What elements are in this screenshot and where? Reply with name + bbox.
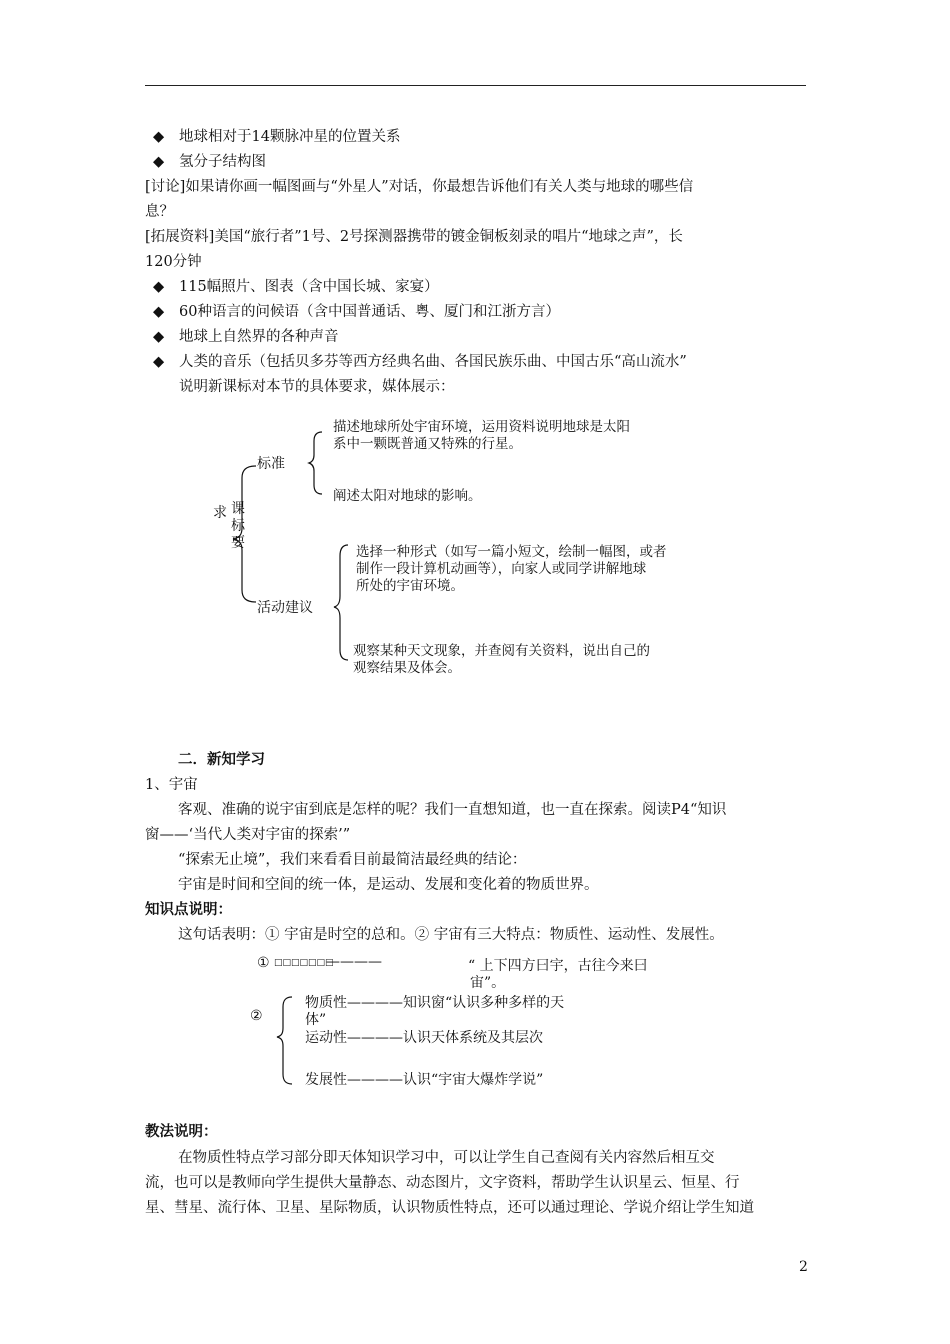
bullet-text: 人类的音乐（包括贝多芬等西方经典名曲、各国民族乐曲、中国古乐“高山流水” — [179, 354, 687, 370]
paragraph-line: 窗——‘当代人类对宇宙的探索’” — [145, 827, 351, 843]
marker-2: ② — [250, 1008, 263, 1024]
bullet-icon: ◆ — [153, 279, 165, 295]
quote-line: “ 上下四方曰宇，古往今来曰 — [468, 958, 648, 974]
bullet-text: 地球相对于14颗脉冲星的位置关系 — [179, 129, 401, 145]
method-line: 在物质性特点学习部分即天体知识学习中，可以让学生自己查阅有关内容然后相互交 — [178, 1150, 715, 1166]
garbled-text: □□□□□□□ — [274, 958, 334, 968]
method-line: 星、彗星、流行体、卫星、星际物质，认识物质性特点，还可以通过理论、学说介绍让学生知道 — [145, 1200, 754, 1216]
branch-standard: 标准 — [257, 456, 285, 472]
feature-item: 物质性————知识窗“认识多种多样的天 — [305, 995, 565, 1011]
quote-line: 宙”。 — [470, 975, 506, 991]
page-number: 2 — [799, 1259, 808, 1275]
standard-item: 阐述太阳对地球的影响。 — [333, 488, 482, 504]
bullet-icon: ◆ — [153, 154, 165, 170]
standard-item: 描述地球所处宇宙环境，运用资料说明地球是太阳 — [333, 419, 630, 435]
knowledge-text: 这句话表明：① 宇宙是时空的总和。② 宇宙有三大特点：物质性、运动性、发展性。 — [178, 927, 724, 943]
paragraph-line: 客观、准确的说宇宙到底是怎样的呢？我们一直想知道，也一直在探索。阅读P4“知识 — [178, 802, 727, 818]
diagram-root-label: 求 — [213, 505, 227, 521]
paragraph-line: 宇宙是时间和空间的统一体，是运动、发展和变化着的物质世界。 — [178, 877, 599, 893]
feature-item: 体” — [305, 1012, 327, 1028]
feature-item: 运动性————认识天体系统及其层次 — [305, 1030, 543, 1046]
method-line: 流，也可以是教师向学生提供大量静态、动态图片，文字资料，帮助学生认识星云、恒星、行 — [145, 1175, 740, 1191]
knowledge-title: 知识点说明： — [145, 901, 232, 918]
extension-line: [拓展资料]美国“旅行者”1号、2号探测器携带的镀金铜板刻录的唱片“地球之声”，长 — [145, 229, 683, 245]
standard-item: 系中一颗既普通又特殊的行星。 — [333, 436, 522, 452]
section-title: 二．新知学习 — [178, 751, 265, 768]
paragraph-line: “探索无止境”，我们来看看目前最简洁最经典的结论： — [178, 852, 527, 868]
activity-item: 观察某种天文现象，并查阅有关资料，说出自己的 — [353, 643, 650, 659]
diagram-root-char: 要 — [231, 535, 245, 551]
bullet-text: 氢分子结构图 — [179, 154, 266, 170]
marker-1: ① — [257, 955, 270, 971]
subsection-title: 1、宇宙 — [145, 777, 198, 793]
bullet-text: 115幅照片、图表（含中国长城、家宴） — [179, 279, 439, 295]
feature-item: 发展性————认识“宇宙大爆炸学说” — [305, 1072, 544, 1088]
diagram-root-char: 课 — [231, 501, 245, 517]
media-intro: 说明新课标对本节的具体要求，媒体展示： — [179, 379, 455, 395]
activity-item: 制作一段计算机动画等），向家人或同学讲解地球 — [356, 561, 647, 577]
discussion-line: 息？ — [145, 204, 174, 220]
bullet-icon: ◆ — [153, 304, 165, 320]
activity-item: 所处的宇宙环境。 — [356, 578, 464, 594]
bullet-text: 60种语言的问候语（含中国普通话、粤、厦门和江浙方言） — [179, 304, 560, 320]
activity-item: 选择一种形式（如写一篇小短文，绘制一幅图，或者 — [356, 544, 667, 560]
diagram-root-char: 标 — [231, 518, 245, 534]
bullet-icon: ◆ — [153, 354, 165, 370]
discussion-line: [讨论]如果请你画一幅图画与“外星人”对话，你最想告诉他们有关人类与地球的哪些信 — [145, 179, 694, 195]
activity-item: 观察结果及体会。 — [353, 660, 461, 676]
bullet-icon: ◆ — [153, 129, 165, 145]
dash-line: ———— — [326, 954, 382, 970]
bullet-icon: ◆ — [153, 329, 165, 345]
extension-line: 120分钟 — [145, 254, 202, 270]
method-title: 教法说明： — [145, 1123, 218, 1140]
branch-activity: 活动建议 — [257, 600, 313, 616]
bullet-text: 地球上自然界的各种声音 — [179, 329, 339, 345]
